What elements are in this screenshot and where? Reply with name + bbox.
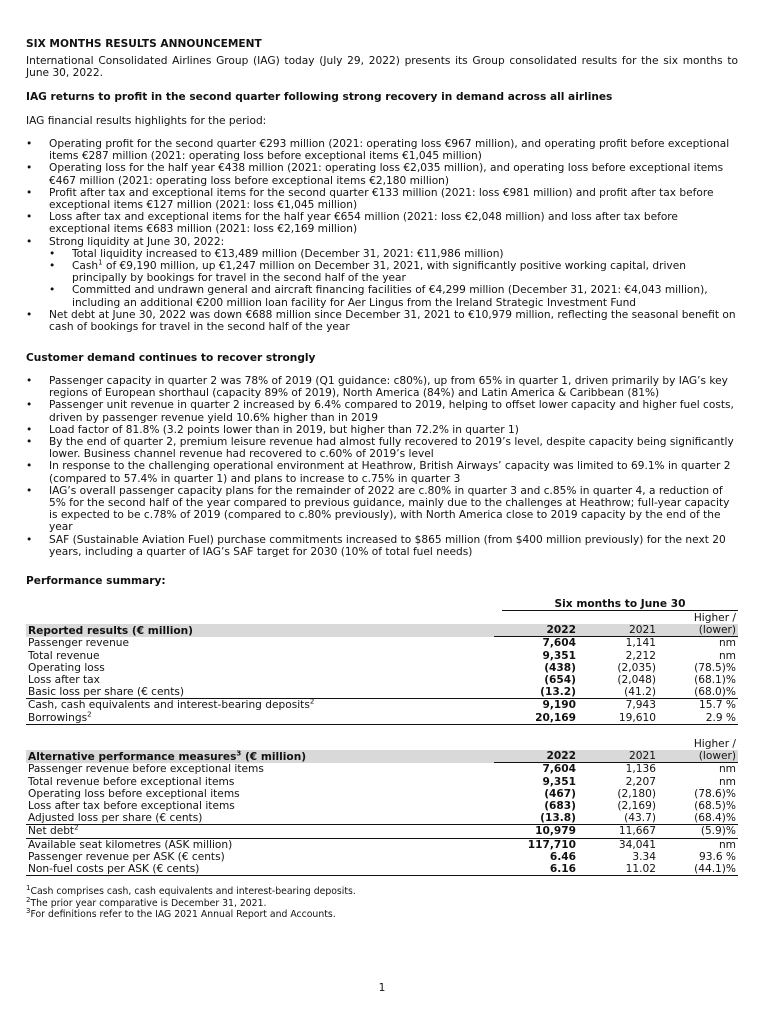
list-item: • IAG’s overall passenger capacity plans for the remainder of 2022 are c.80% in quarter 3 and c.85% in quarter 4, a reduction of 5% for the second half of the year compared to previous guidance, mainly due to the challenges at Heathrow; full-year capacity is expected to be c.78% of 2019 (compared to c.80% previously), with North America close to 2019 capacity by the end of the year: [26, 485, 738, 534]
period-header: Six months to June 30: [502, 598, 738, 611]
row-label: Passenger revenue: [28, 637, 130, 650]
liquidity-intro: Strong liquidity at June 30, 2022:: [49, 235, 225, 248]
footnote-mark: 3: [26, 907, 31, 916]
row-label: Non-fuel costs per ASK (€ cents): [26, 863, 494, 876]
value-2022: 6.16: [494, 863, 578, 876]
table-row: [26, 699, 738, 712]
year-2021-header: 2021: [578, 750, 658, 763]
value-change: nm: [658, 838, 738, 851]
value-2022: 6.46: [549, 850, 576, 863]
value-change: 93.6 %: [698, 850, 736, 863]
apm-rows: [26, 763, 738, 876]
year-2021-header: 2021: [578, 624, 658, 637]
value-change: (68.5)%: [694, 800, 736, 813]
row-label: Available seat kilometres (ASK million): [26, 838, 494, 851]
row-label: Basic loss per share (€ cents): [28, 686, 185, 699]
value-change: (68.4)%: [694, 812, 736, 825]
intro-paragraph: International Consolidated Airlines Group (IAG) today (July 29, 2022) presents its Group consolidated results for the six months to June 30, 2022.: [26, 55, 738, 80]
year-2022-header: 2022: [494, 750, 578, 763]
value-2021: 1,136: [625, 763, 656, 776]
value-2021: (2,035): [617, 661, 656, 674]
footnote-ref: 3: [236, 749, 242, 757]
value-2021: 1,141: [625, 637, 656, 650]
value-2022: 20,169: [494, 712, 578, 725]
row-label: Passenger revenue per ASK (€ cents): [28, 850, 225, 863]
footnote-text: For definitions refer to the IAG 2021 Annual Report and Accounts.: [30, 909, 336, 921]
change-header-line1: Higher /: [693, 738, 736, 751]
value-2022: 7,604: [542, 763, 576, 776]
list-item: • Passenger capacity in quarter 2 was 78% of 2019 (Q1 guidance: c80%), up from 65% in quarter 1, driven primarily by IAG’s key regions of European shorthaul (capacity 89% of 2019), North America (84%) and Latin America & Caribbean (81%): [26, 375, 738, 399]
list-item: • Operating profit for the second quarter €293 million (2021: operating loss €967 million), and operating profit before exceptional items €287 million (2021: operating loss before exceptional items €1,045 million): [26, 138, 738, 162]
list-item: • Committed and undrawn general and aircraft financing facilities of €4,299 million (December 31, 2021: €4,043 million), including an additional €200 million loan facility for Aer Lingus from the Ireland Strategic Investment Fund: [49, 284, 738, 308]
change-header-line1: Higher /: [693, 612, 736, 625]
table-row: [26, 674, 738, 686]
list-item: • Loss after tax and exceptional items for the half year €654 million (2021: loss €2,048 million) and loss after tax before exceptional items €683 million (2021: loss €2,169 million): [26, 211, 738, 235]
value-2021: 3.34: [632, 850, 656, 863]
list-item: • Profit after tax and exceptional items for the second quarter €133 million (2021: loss €981 million) and profit after tax before exceptional items €127 million (2021: loss €1,045 million): [26, 187, 738, 211]
footnote: [26, 909, 738, 921]
headline: IAG returns to profit in the second quarter following strong recovery in demand across all airlines: [26, 91, 613, 103]
value-change: 2.9 %: [658, 712, 738, 725]
list-item: [26, 236, 738, 309]
value-2022: 9,190: [494, 699, 578, 712]
table-row: [26, 712, 738, 725]
table-row: [26, 650, 738, 662]
value-change: (5.9)%: [658, 825, 738, 838]
value-2021: 2,212: [625, 649, 656, 662]
row-label: Passenger revenue before exceptional items: [28, 763, 264, 776]
table-row: [26, 776, 738, 788]
value-change: nm: [718, 649, 736, 662]
list-item: • In response to the challenging operational environment at Heathrow, British Airways’ capacity was limited to 69.1% in quarter 2 (compared to 57.4% in quarter 1) and plans to increase to c.75% in quarter 3: [26, 460, 738, 484]
row-label: Total revenue before exceptional items: [28, 775, 235, 788]
performance-heading: Performance summary:: [26, 575, 166, 587]
value-2021: (41.2): [624, 686, 656, 699]
list-item: • Total liquidity increased to €13,489 million (December 31, 2021: €11,986 million): [49, 248, 738, 260]
table-row: [26, 612, 738, 624]
value-change: nm: [718, 763, 736, 776]
value-2022: 117,710: [494, 838, 578, 851]
row-label: Operating loss before exceptional items: [28, 787, 240, 800]
reported-rows: [26, 637, 738, 724]
list-item: • SAF (Sustainable Aviation Fuel) purchase commitments increased to $865 million (from $400 million previously) for the next 20 years, including a quarter of IAG’s SAF target for 2030 (10% of total fuel needs): [26, 534, 738, 558]
row-label: Operating loss: [28, 661, 105, 674]
value-2021: 2,207: [625, 775, 656, 788]
list-item: [49, 260, 738, 284]
table-row: [26, 863, 738, 876]
apm-title-suffix: (€ million): [241, 750, 307, 763]
row-label: Loss after tax before exceptional items: [28, 800, 235, 813]
row-label: Net debt$^2$: [26, 825, 494, 838]
apm-title-text: Alternative performance measures: [28, 750, 237, 763]
table-row: [26, 637, 738, 650]
table-row: [26, 825, 738, 838]
apm-table: [26, 738, 738, 876]
list-item: • Net debt at June 30, 2022 was down €688 million since December 31, 2021 to €10,979 million, reflecting the seasonal benefit on cash of bookings for travel in the second half of the year: [26, 309, 738, 333]
table-row: [26, 662, 738, 674]
value-change: (44.1)%: [658, 863, 738, 876]
row-label: Borrowings$^2$: [26, 712, 494, 725]
value-2021: (43.7): [624, 812, 656, 825]
demand-heading: Customer demand continues to recover strongly: [26, 352, 316, 364]
table-header-row: [26, 624, 738, 637]
value-2021: (2,180): [617, 787, 656, 800]
footnote-text: The prior year comparative is December 31, 2021.: [30, 897, 267, 909]
page-number: 1: [378, 982, 386, 994]
footnote-ref: 1: [98, 258, 103, 267]
value-change: (68.0)%: [694, 686, 736, 699]
value-2022: (654): [544, 674, 576, 687]
list-item: • By the end of quarter 2, premium leisure revenue had almost fully recovered to 2019’s level, despite capacity being significantly lower. Business channel revenue had recovered to c.60% of 2019’s level: [26, 436, 738, 460]
reported-results-table: [26, 612, 738, 725]
footnote: [26, 895, 738, 910]
value-change: (78.5)%: [694, 661, 736, 674]
value-2021: (2,169): [617, 800, 656, 813]
table-row: [26, 812, 738, 825]
value-2021: 11,667: [578, 825, 658, 838]
value-change: 15.7 %: [658, 699, 738, 712]
value-2022: 10,979: [494, 825, 578, 838]
cash-text: of €9,190 million, up €1,247 million on December 31, 2021, with significantly positive working capital, driven principally by bookings for travel in the second half of the year: [72, 260, 686, 285]
value-change: (68.1)%: [694, 674, 736, 687]
liquidity-sublist: [49, 248, 738, 309]
year-2022-header: 2022: [494, 624, 578, 637]
value-2022: (467): [544, 787, 576, 800]
table-header-row: [26, 750, 738, 763]
row-label: Cash, cash equivalents and interest-bearing deposits$^2$: [26, 699, 494, 712]
value-2022: 7,604: [542, 637, 576, 650]
value-2022: (438): [544, 661, 576, 674]
table-row: [26, 738, 738, 750]
row-label: Loss after tax: [28, 674, 100, 687]
change-header-line2: (lower): [658, 750, 738, 763]
table-row: [26, 686, 738, 699]
value-change: nm: [718, 775, 736, 788]
table-row: [26, 851, 738, 863]
value-2022: 9,351: [542, 649, 576, 662]
value-2022: (13.2): [540, 686, 576, 699]
value-2021: 19,610: [578, 712, 658, 725]
value-change: nm: [718, 637, 736, 650]
value-2022: (683): [544, 800, 576, 813]
table-row: [26, 800, 738, 812]
value-2021: (2,048): [617, 674, 656, 687]
value-2021: 11.02: [578, 863, 658, 876]
reported-title: Reported results (€ million): [26, 624, 494, 637]
apm-title: [26, 750, 494, 763]
footnote: [26, 883, 738, 898]
cash-label: Cash: [72, 260, 99, 273]
value-2022: (13.8): [540, 812, 576, 825]
highlights-intro: IAG financial results highlights for the period:: [26, 115, 267, 127]
highlights-list: [26, 138, 738, 333]
value-2022: 9,351: [542, 775, 576, 788]
list-item: • Passenger unit revenue in quarter 2 increased by 6.4% compared to 2019, helping to offset lower capacity and higher fuel costs, driven by passenger revenue yield 10.6% higher than in 2019: [26, 399, 738, 423]
table-row: [26, 838, 738, 851]
value-2021: 7,943: [578, 699, 658, 712]
table-row: [26, 763, 738, 776]
list-item: • Operating loss for the half year €438 million (2021: operating loss €2,035 million), and operating loss before exceptional items €467 million (2021: operating loss before exceptional items €2,180 million): [26, 162, 738, 186]
value-change: (78.6)%: [694, 787, 736, 800]
row-label: Total revenue: [28, 649, 100, 662]
demand-list: [26, 375, 738, 558]
list-item: • Load factor of 81.8% (3.2 points lower than in 2019, but higher than 72.2% in quarter 1): [26, 424, 738, 436]
change-header-line2: (lower): [658, 624, 738, 637]
footnotes: [26, 883, 738, 921]
value-2021: 34,041: [578, 838, 658, 851]
page-title: SIX MONTHS RESULTS ANNOUNCEMENT: [26, 38, 262, 50]
row-label: Adjusted loss per share (€ cents): [28, 812, 203, 825]
table-row: [26, 788, 738, 800]
footnote-text: Cash comprises cash, cash equivalents and interest-bearing deposits.: [30, 886, 356, 897]
footnote-mark: 2: [26, 895, 31, 904]
footnote-mark: 1: [26, 883, 31, 892]
